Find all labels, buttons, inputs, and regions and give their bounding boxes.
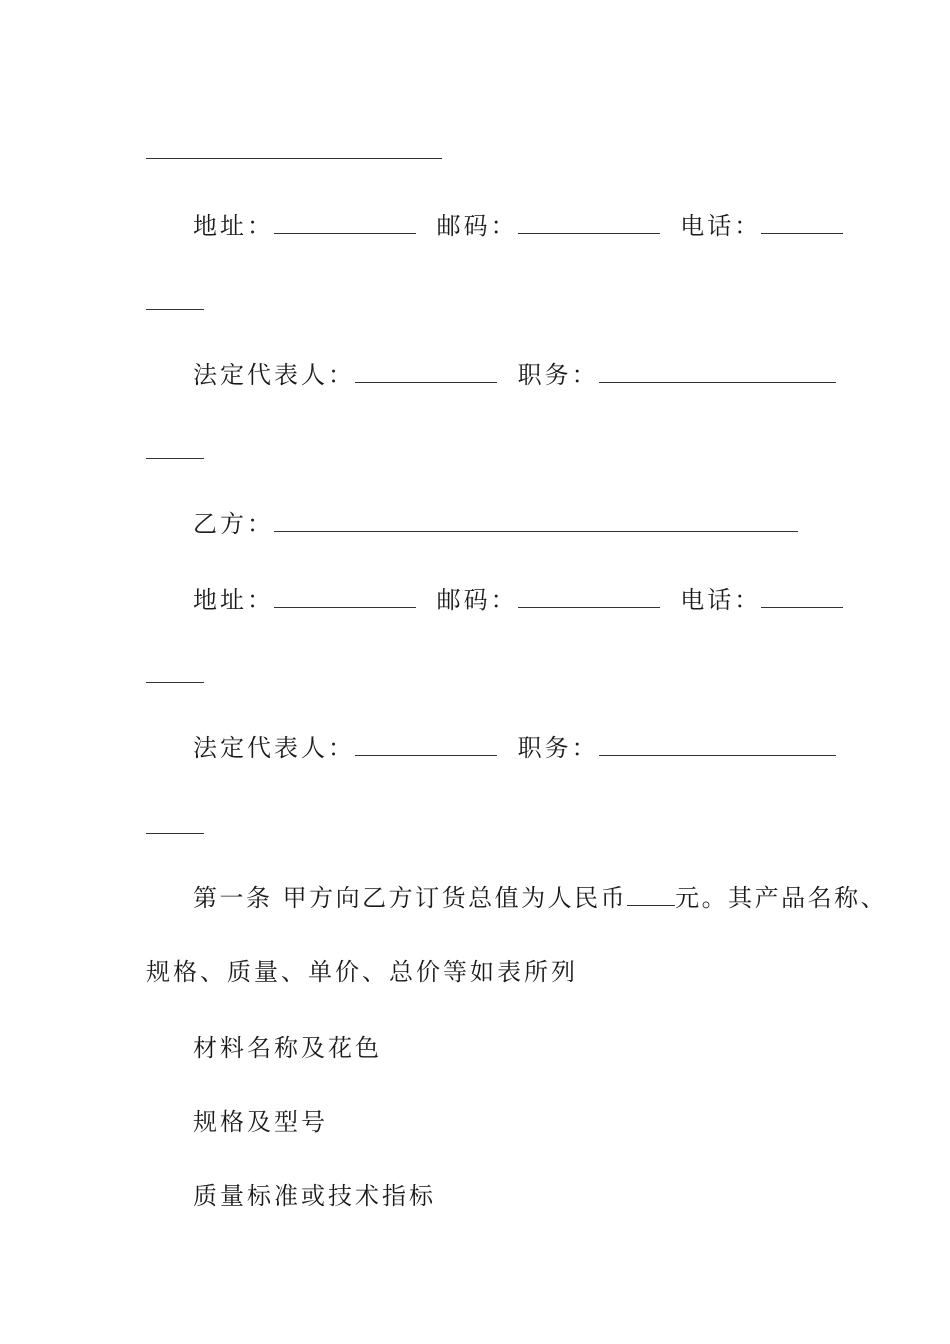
column-material-name: 材料名称及花色: [193, 1034, 382, 1062]
address-label: 地址：: [193, 586, 274, 614]
article-1-text-before: 第一条 甲方向乙方订货总值为人民币: [193, 884, 628, 912]
address-blank[interactable]: [274, 211, 416, 234]
rep-label: 法定代表人：: [193, 734, 355, 762]
title-blank-continuation: [146, 458, 204, 459]
address-blank[interactable]: [274, 585, 416, 608]
blank-line-top: [146, 158, 442, 159]
article-1-continuation: 规格、质量、单价、总价等如表所列: [146, 958, 578, 986]
article-1-line-2: [146, 956, 578, 988]
party-b-contact-row: [193, 584, 843, 616]
rep-blank[interactable]: [355, 360, 497, 383]
zip-blank[interactable]: [518, 211, 660, 234]
party-b-blank[interactable]: [274, 509, 798, 532]
zip-blank[interactable]: [518, 585, 660, 608]
title-label: 职务：: [517, 361, 599, 389]
phone-label: 电话：: [680, 586, 762, 614]
phone-blank[interactable]: [761, 585, 843, 608]
rep-blank[interactable]: [355, 733, 497, 756]
rep-label: 法定代表人：: [193, 361, 355, 389]
party-a-rep-row: [193, 359, 836, 391]
phone-label: 电话：: [680, 212, 762, 240]
party-b-row: [193, 508, 798, 540]
phone-blank[interactable]: [761, 211, 843, 234]
phone-blank-continuation: [146, 682, 204, 683]
title-label: 职务：: [517, 734, 599, 762]
column-spec-model: 规格及型号: [193, 1108, 328, 1136]
title-blank-continuation: [146, 833, 204, 834]
title-blank[interactable]: [599, 360, 836, 383]
address-label: 地址：: [193, 212, 274, 240]
zip-label: 邮码：: [436, 586, 518, 614]
phone-blank-continuation: [146, 309, 204, 310]
title-blank[interactable]: [599, 733, 836, 756]
article-1-text-after: 元。其产品名称、: [675, 884, 888, 912]
party-b-label: 乙方：: [193, 510, 274, 538]
amount-blank[interactable]: [627, 883, 675, 906]
column-quality-standard: 质量标准或技术指标: [193, 1182, 436, 1210]
zip-label: 邮码：: [436, 212, 518, 240]
party-a-contact-row: [193, 210, 843, 242]
article-1-line-1: [193, 882, 887, 914]
party-b-rep-row: [193, 732, 836, 764]
